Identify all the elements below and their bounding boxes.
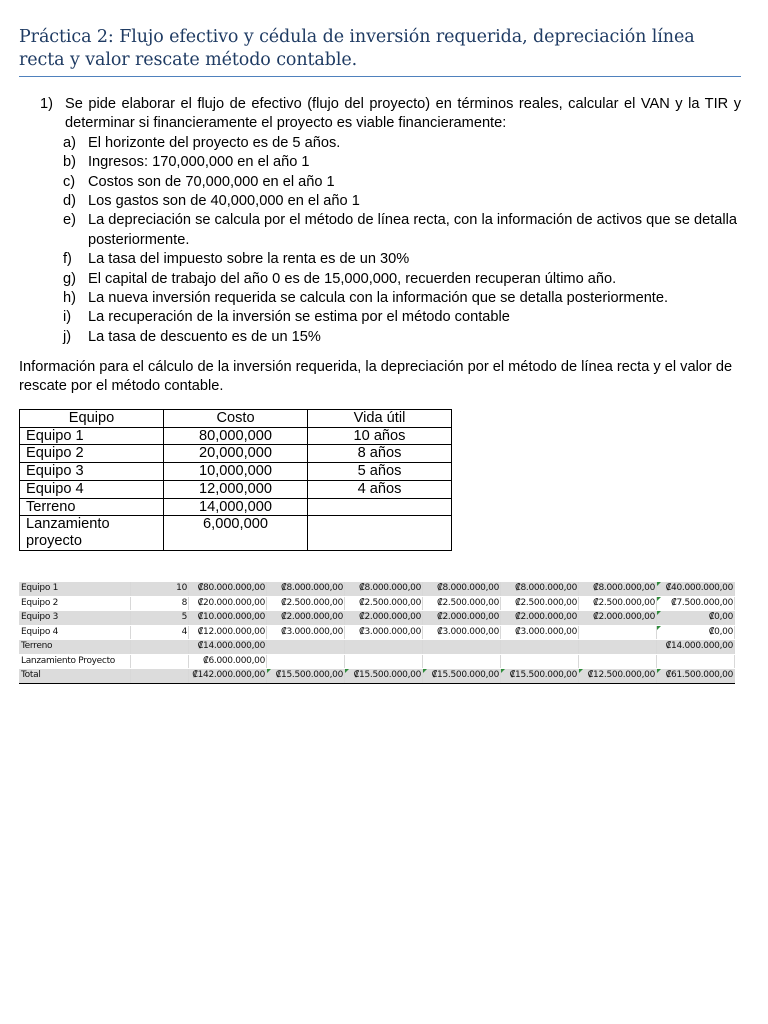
table-cell xyxy=(131,611,189,626)
table-cell xyxy=(131,654,189,669)
item-letter: f) xyxy=(63,251,72,268)
row-label xyxy=(19,625,131,640)
table-row xyxy=(20,498,452,516)
item-text: El capital de trabajo del año 0 es de 15,000,000, recuerden recuperan último año. xyxy=(88,270,617,287)
table-cell xyxy=(345,582,423,596)
cell-value: ₡12.000.000,00 xyxy=(197,626,265,637)
table-cell: 14,000,000 xyxy=(164,498,308,516)
item-text: El horizonte del proyecto es de 5 años. xyxy=(88,134,341,151)
cell-value: 10 xyxy=(176,583,187,593)
table-cell xyxy=(308,498,452,516)
column-header: Costo xyxy=(164,410,308,428)
table-cell xyxy=(345,669,423,684)
item-letter: c) xyxy=(63,173,76,190)
item-letter: a) xyxy=(63,134,76,151)
table-cell: Equipo 2 xyxy=(20,445,164,463)
cell-flag-icon xyxy=(423,669,427,673)
table-cell xyxy=(501,582,579,596)
cell-value: ₡8.000.000,00 xyxy=(281,583,343,593)
table-row xyxy=(20,463,452,481)
item-letter: j) xyxy=(63,328,72,345)
cell-value: ₡61.500.000,00 xyxy=(665,670,733,680)
table-cell xyxy=(131,625,189,640)
item-text: La nueva inversión requerida se calcula con la información que se detalla posteriormente. xyxy=(88,290,669,307)
table-cell xyxy=(131,596,189,611)
item-letter: d) xyxy=(63,193,76,210)
cell-value: Lanzamiento Proyecto xyxy=(21,655,116,666)
table-cell xyxy=(267,669,345,684)
cell-value: ₡14.000.000,00 xyxy=(197,641,265,651)
cell-value: ₡2.000.000,00 xyxy=(437,612,499,622)
table-cell xyxy=(189,640,267,655)
table-cell: 6,000,000 xyxy=(164,516,308,550)
question-number: 1) xyxy=(40,96,53,112)
table-cell xyxy=(189,582,267,596)
table-cell xyxy=(579,596,657,611)
cell-value: ₡2.500.000,00 xyxy=(437,597,499,608)
table-cell xyxy=(657,640,735,655)
table-cell xyxy=(501,611,579,626)
table-cell xyxy=(579,654,657,669)
table-cell: Lanzamiento proyecto xyxy=(20,516,164,550)
table-cell: 20,000,000 xyxy=(164,445,308,463)
cell-value: ₡15.500.000,00 xyxy=(275,670,343,680)
column-header: Vida útil xyxy=(308,410,452,428)
table-cell: 10,000,000 xyxy=(164,463,308,481)
question-item xyxy=(40,308,741,327)
table-cell xyxy=(345,654,423,669)
cell-flag-icon xyxy=(657,626,661,630)
question-item xyxy=(40,289,741,308)
cell-flag-icon xyxy=(657,597,661,601)
question-item xyxy=(40,250,741,269)
question-item xyxy=(40,270,741,289)
item-text: La tasa de descuento es de un 15% xyxy=(88,328,321,345)
table-cell xyxy=(423,669,501,684)
table-cell xyxy=(189,596,267,611)
cell-value: ₡2.000.000,00 xyxy=(281,612,343,622)
row-label xyxy=(19,582,131,596)
cell-value: Equipo 1 xyxy=(21,583,59,593)
cell-value: 8 xyxy=(181,597,187,608)
table-cell xyxy=(657,625,735,640)
table-cell xyxy=(308,516,452,550)
table-cell xyxy=(267,654,345,669)
equipment-header-row xyxy=(20,410,452,428)
cell-value: ₡2.500.000,00 xyxy=(515,597,577,608)
table-cell xyxy=(345,640,423,655)
table-cell: Equipo 4 xyxy=(20,480,164,498)
table-cell xyxy=(189,669,267,684)
table-row xyxy=(19,640,735,655)
cell-flag-icon xyxy=(267,669,271,673)
table-cell xyxy=(657,654,735,669)
cell-value: ₡0,00 xyxy=(708,612,733,622)
info-paragraph: Información para el cálculo de la inversión requerida, la depreciación por el método de línea recta y el valor de rescate por el método contable. xyxy=(19,359,733,395)
equipment-table xyxy=(19,409,452,551)
question-item xyxy=(40,328,741,347)
table-cell xyxy=(579,611,657,626)
cell-value: ₡14.000.000,00 xyxy=(665,641,733,651)
question-1 xyxy=(40,95,741,347)
cell-flag-icon xyxy=(657,611,661,615)
column-header: Equipo xyxy=(20,410,164,428)
cell-value: ₡3.000.000,00 xyxy=(281,626,343,637)
cell-value: Terreno xyxy=(21,641,53,651)
table-cell xyxy=(267,596,345,611)
cell-value: Equipo 2 xyxy=(21,597,59,608)
table-cell xyxy=(267,640,345,655)
table-cell xyxy=(657,582,735,596)
table-row xyxy=(19,596,735,611)
table-cell: 10 años xyxy=(308,427,452,445)
table-cell: 80,000,000 xyxy=(164,427,308,445)
cell-flag-icon xyxy=(501,669,505,673)
table-cell xyxy=(267,582,345,596)
table-cell xyxy=(423,654,501,669)
cell-value: ₡2.000.000,00 xyxy=(359,612,421,622)
table-cell xyxy=(579,582,657,596)
item-letter: h) xyxy=(63,290,76,307)
cell-value: Equipo 3 xyxy=(21,612,59,622)
row-label xyxy=(19,640,131,655)
table-row xyxy=(19,611,735,626)
cell-flag-icon xyxy=(657,582,661,586)
item-text: La depreciación se calcula por el método de línea recta, con la información de activos que se detalla posteriormente. xyxy=(88,212,738,248)
cell-value: Equipo 4 xyxy=(21,626,59,637)
question-item xyxy=(40,153,741,172)
table-row xyxy=(20,480,452,498)
cell-value: ₡8.000.000,00 xyxy=(593,583,655,593)
item-letter: g) xyxy=(63,270,76,287)
cell-value: ₡8.000.000,00 xyxy=(437,583,499,593)
table-row xyxy=(20,516,452,550)
item-text: Los gastos son de 40,000,000 en el año 1 xyxy=(88,193,360,210)
depreciation-table xyxy=(19,582,735,684)
table-cell xyxy=(423,640,501,655)
table-cell xyxy=(501,640,579,655)
table-row xyxy=(20,445,452,463)
table-cell: 5 años xyxy=(308,463,452,481)
table-cell xyxy=(423,582,501,596)
question-item xyxy=(40,192,741,211)
table-row xyxy=(19,625,735,640)
table-cell xyxy=(345,611,423,626)
item-letter: e) xyxy=(63,212,76,229)
cell-value: ₡7.500.000,00 xyxy=(671,597,733,608)
item-letter: b) xyxy=(63,154,76,171)
table-cell xyxy=(501,669,579,684)
cell-value: ₡2.500.000,00 xyxy=(281,597,343,608)
table-cell xyxy=(579,625,657,640)
table-cell xyxy=(579,669,657,684)
table-cell: Equipo 3 xyxy=(20,463,164,481)
table-cell xyxy=(579,640,657,655)
cell-value: ₡6.000.000,00 xyxy=(203,655,265,666)
table-cell: 4 años xyxy=(308,480,452,498)
cell-value: ₡2.000.000,00 xyxy=(515,612,577,622)
row-label xyxy=(19,654,131,669)
title-divider xyxy=(19,76,741,77)
cell-value: ₡2.500.000,00 xyxy=(593,597,655,608)
row-label xyxy=(19,669,131,684)
item-text: Costos son de 70,000,000 en el año 1 xyxy=(88,173,335,190)
table-row xyxy=(19,654,735,669)
table-cell xyxy=(345,625,423,640)
total-row xyxy=(19,669,735,684)
question-item xyxy=(40,134,741,153)
table-cell: Terreno xyxy=(20,498,164,516)
table-cell xyxy=(189,625,267,640)
table-cell xyxy=(423,625,501,640)
cell-value: ₡8.000.000,00 xyxy=(359,583,421,593)
table-cell xyxy=(501,654,579,669)
table-cell xyxy=(657,611,735,626)
cell-value: ₡40.000.000,00 xyxy=(665,583,733,593)
cell-value: ₡2.000.000,00 xyxy=(593,612,655,622)
table-cell xyxy=(267,625,345,640)
table-cell xyxy=(423,611,501,626)
table-cell xyxy=(189,611,267,626)
table-cell: 12,000,000 xyxy=(164,480,308,498)
cell-value: ₡80.000.000,00 xyxy=(197,583,265,593)
item-text: La tasa del impuesto sobre la renta es de un 30% xyxy=(88,251,410,268)
table-cell xyxy=(189,654,267,669)
question-item xyxy=(40,173,741,192)
table-cell xyxy=(131,640,189,655)
table-cell xyxy=(501,596,579,611)
cell-value: ₡10.000.000,00 xyxy=(197,612,265,622)
table-cell: Equipo 1 xyxy=(20,427,164,445)
cell-value: ₡15.500.000,00 xyxy=(509,670,577,680)
cell-value: 4 xyxy=(181,626,187,637)
question-item xyxy=(40,211,741,250)
table-cell: 8 años xyxy=(308,445,452,463)
table-cell xyxy=(423,596,501,611)
item-letter: i) xyxy=(63,309,72,326)
cell-value: ₡3.000.000,00 xyxy=(437,626,499,637)
item-text: La recuperación de la inversión se estima por el método contable xyxy=(88,309,510,326)
table-cell xyxy=(657,596,735,611)
row-label xyxy=(19,596,131,611)
page-title: Práctica 2: Flujo efectivo y cédula de inversión requerida, depreciación línea recta y valor rescate método contable. xyxy=(19,27,695,70)
cell-value: ₡3.000.000,00 xyxy=(359,626,421,637)
cell-value: ₡15.500.000,00 xyxy=(353,670,421,680)
cell-value: ₡0,00 xyxy=(708,626,733,637)
cell-value: ₡15.500.000,00 xyxy=(431,670,499,680)
row-label xyxy=(19,611,131,626)
table-cell xyxy=(501,625,579,640)
table-cell xyxy=(345,596,423,611)
cell-value: ₡8.000.000,00 xyxy=(515,583,577,593)
cell-value: ₡142.000.000,00 xyxy=(192,670,265,680)
question-items-list xyxy=(40,134,741,347)
cell-value: ₡2.500.000,00 xyxy=(359,597,421,608)
cell-value: ₡20.000.000,00 xyxy=(197,597,265,608)
table-row xyxy=(20,427,452,445)
cell-value: ₡12.500.000,00 xyxy=(587,670,655,680)
cell-value: 5 xyxy=(181,612,187,622)
table-cell xyxy=(131,582,189,596)
table-row xyxy=(19,582,735,596)
table-cell xyxy=(267,611,345,626)
cell-value: ₡3.000.000,00 xyxy=(515,626,577,637)
cell-value: Total xyxy=(21,670,41,680)
cell-flag-icon xyxy=(579,669,583,673)
question-intro: Se pide elaborar el flujo de efectivo (flujo del proyecto) en términos reales, calcular el VAN y la TIR y determinar si financieramente el proyecto es viable financieramente: xyxy=(65,96,741,132)
table-cell xyxy=(131,669,189,684)
table-cell xyxy=(657,669,735,684)
cell-flag-icon xyxy=(345,669,349,673)
cell-flag-icon xyxy=(657,669,661,673)
item-text: Ingresos: 170,000,000 en el año 1 xyxy=(88,154,310,171)
